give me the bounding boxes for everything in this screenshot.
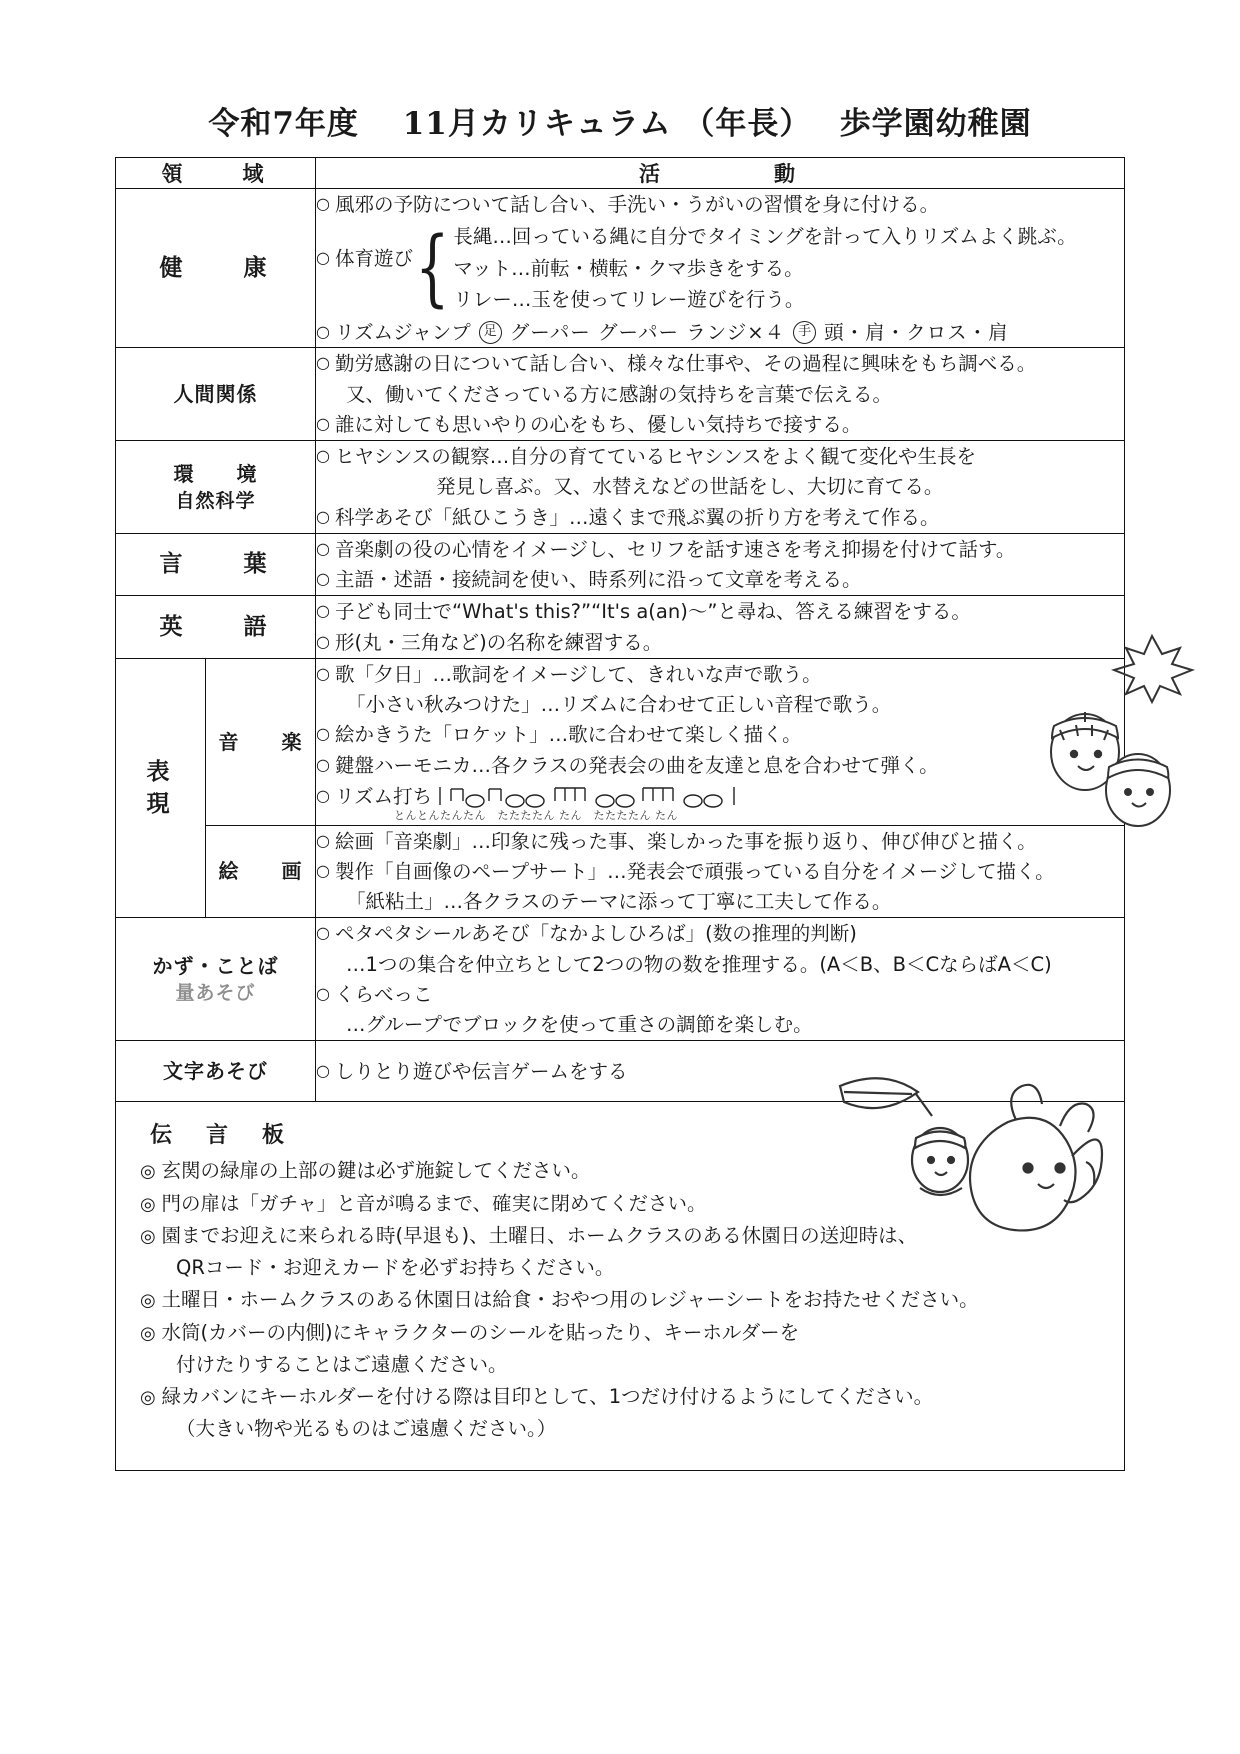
- activity-relations: [316, 348, 1125, 441]
- activity-line: ○ 主語・述語・接続詞を使い、時系列に沿って文章を考える。: [316, 565, 1124, 594]
- table-row: [116, 533, 1125, 596]
- hand-mark-icon: 手: [793, 321, 816, 344]
- area-label-drawing: 絵 画: [206, 825, 316, 918]
- activity-line: リレー…玉を使ってリレー遊びを行う。: [453, 287, 805, 311]
- activity-line: 発見し喜ぶ。又、水替えなどの世話をし、大切に育てる。: [436, 475, 944, 499]
- activity-line: ○ しりとり遊びや伝言ゲームをする: [316, 1057, 1124, 1086]
- header-activity: 活 動: [316, 158, 1125, 189]
- pe-play-items: [453, 220, 1076, 316]
- board-item: ◎ 園までお迎えに来られる時(早退も)、土曜日、ホームクラスのある休園日の送迎時は、: [140, 1222, 1106, 1250]
- activity-line: ○ 絵かきうた「ロケット」…歌に合わせて楽しく描く。: [316, 720, 1124, 749]
- activity-line: 「小さい秋みつけた」…リズムに合わせて正しい音程で歌う。: [346, 693, 892, 716]
- activity-line: ○ 鍵盤ハーモニカ…各クラスの発表会の曲を友達と息を合わせて弾く。: [316, 751, 1124, 780]
- activity-music: [316, 658, 1125, 825]
- activity-line: ○ 勤労感謝の日について話し合い、様々な仕事や、その過程に興味をもち調べる。: [316, 349, 1124, 378]
- board-item: ◎ 玄関の緑扉の上部の鍵は必ず施錠してください。: [140, 1157, 1106, 1185]
- activity-line: ○ 体育遊び: [316, 220, 413, 316]
- activity-line: ○ くらべっこ: [316, 980, 1124, 1009]
- activity-line: マット…前転・横転・クマ歩きをする。: [453, 256, 804, 280]
- activity-line: ○ 絵画「音楽劇」…印象に残った事、楽しかった事を振り返り、伸び伸びと描く。: [316, 827, 1124, 856]
- table-row: [116, 348, 1125, 441]
- area-label-health: 健 康: [116, 189, 316, 348]
- rhythm-jump-label: ○ リズムジャンプ: [316, 318, 471, 347]
- activity-line: ○ 音楽劇の役の心情をイメージし、セリフを話す速さを考え抑揚を付けて話す。: [316, 535, 1124, 564]
- table-row: [116, 189, 1125, 348]
- curriculum-table: [115, 157, 1125, 1102]
- activity-line: …1つの集合を仲立ちとして2つの物の数を推理する。(A＜B、B＜CならばA＜C): [346, 952, 1052, 976]
- activity-line: 長縄…回っている縄に自分でタイミングを計って入りリズムよく跳ぶ。: [453, 225, 1077, 249]
- area-label-letters: 文字あそび: [116, 1041, 316, 1102]
- table-row: [116, 918, 1125, 1041]
- activity-line: 又、働いてくださっている方に感謝の気持ちを言葉で伝える。: [346, 382, 893, 406]
- board-item: ◎ 門の扉は「ガチャ」と音が鳴るまで、確実に閉めてください。: [140, 1190, 1106, 1218]
- area-label-numbers: [116, 918, 316, 1041]
- board-item: ◎ 水筒(カバーの内側)にキャラクターのシールを貼ったり、キーホルダーを: [140, 1319, 1106, 1347]
- rhythm-caption: とんとんたんたん たたたたん たん たたたたん たん: [394, 809, 678, 822]
- area-label-expression: 表 現: [116, 658, 206, 918]
- table-row: [116, 441, 1125, 534]
- area-label-numbers-main: かず・ことば: [152, 953, 279, 978]
- rhythm-clap-label: ○ リズム打ち: [316, 782, 432, 811]
- table-row: [116, 825, 1125, 918]
- activity-environment: [316, 441, 1125, 534]
- rhythm-clap-line: [316, 782, 1124, 811]
- activity-line: ○ 誰に対しても思いやりの心をもち、優しい気持ちで接する。: [316, 410, 1124, 439]
- activity-line: ○ 子ども同士で“What's this?”“It's a(an)〜”と尋ね、答える練習をする。: [316, 597, 1124, 626]
- foot-mark-icon: 足: [479, 321, 502, 344]
- activity-line: ○ 製作「自画像のペープサート」…発表会で頑張っている自分をイメージして描く。: [316, 857, 1124, 886]
- rhythm-jump-pattern-1: グーパー グーパー ランジ×４: [509, 321, 786, 344]
- area-label-english: 英 語: [116, 596, 316, 659]
- activity-drawing: [316, 825, 1125, 918]
- activity-line: …グループでブロックを使って重さの調節を楽しむ。: [346, 1013, 813, 1036]
- activity-line: 「紙粘土」…各クラスのテーマに添って丁寧に工夫して作る。: [346, 890, 892, 913]
- message-board-title: 伝 言 板: [150, 1122, 291, 1149]
- activity-line: ○ 歌「夕日」…歌詞をイメージして、きれいな声で歌う。: [316, 660, 1124, 689]
- table-row: [116, 1041, 1125, 1102]
- table-row: [116, 658, 1125, 825]
- activity-letters: [316, 1041, 1125, 1102]
- area-label-relations: 人間関係: [116, 348, 316, 441]
- activity-english: [316, 596, 1125, 659]
- activity-numbers: [316, 918, 1125, 1041]
- board-item: ◎ 緑カバンにキーホルダーを付ける際は目印として、1つだけ付けるようにしてください。: [140, 1383, 1106, 1411]
- area-label-environment-main: 環 境: [173, 461, 258, 486]
- table-row: [116, 596, 1125, 659]
- page-title: 令和7年度 11月カリキュラム （年長） 歩学園幼稚園: [208, 106, 1032, 142]
- board-item-sub: （大きい物や光るものはご遠慮ください。）: [176, 1417, 557, 1441]
- area-label-environment-sub: 自然科学: [175, 489, 256, 512]
- message-board: [115, 1102, 1125, 1470]
- rhythm-jump-pattern-2: 頭・肩・クロス・肩: [824, 321, 1009, 344]
- table-header-row: [116, 158, 1125, 189]
- area-label-music: 音 楽: [206, 658, 316, 825]
- pe-play-group: [316, 220, 1124, 316]
- activity-line: ○ ヒヤシンスの観察…自分の育てているヒヤシンスをよく観て変化や生長を: [316, 442, 1124, 471]
- board-item-sub: QRコード・お迎えカードを必ずお持ちください。: [176, 1256, 615, 1280]
- activity-line: ○ 風邪の予防について話し合い、手洗い・うがいの習慣を身に付ける。: [316, 190, 1124, 219]
- brace-icon: {: [415, 218, 450, 317]
- board-item-sub: 付けたりすることはご遠慮ください。: [176, 1352, 508, 1376]
- area-label-language: 言 葉: [116, 533, 316, 596]
- area-label-numbers-sub: 量あそび: [175, 981, 256, 1004]
- activity-line: ○ 科学あそび「紙ひこうき」…遠くまで飛ぶ翼の折り方を考えて作る。: [316, 503, 1124, 532]
- activity-line: ○ 形(丸・三角など)の名称を練習する。: [316, 628, 1124, 657]
- activity-language: [316, 533, 1125, 596]
- activity-health: [316, 189, 1125, 348]
- area-label-environment: [116, 441, 316, 534]
- board-item: ◎ 土曜日・ホームクラスのある休園日は給食・おやつ用のレジャーシートをお持たせください。: [140, 1286, 1106, 1314]
- activity-line: ○ ペタペタシールあそび「なかよしひろば」(数の推理的判断): [316, 919, 1124, 948]
- header-area: 領 域: [116, 158, 316, 189]
- rhythm-notation-icon: [437, 783, 737, 809]
